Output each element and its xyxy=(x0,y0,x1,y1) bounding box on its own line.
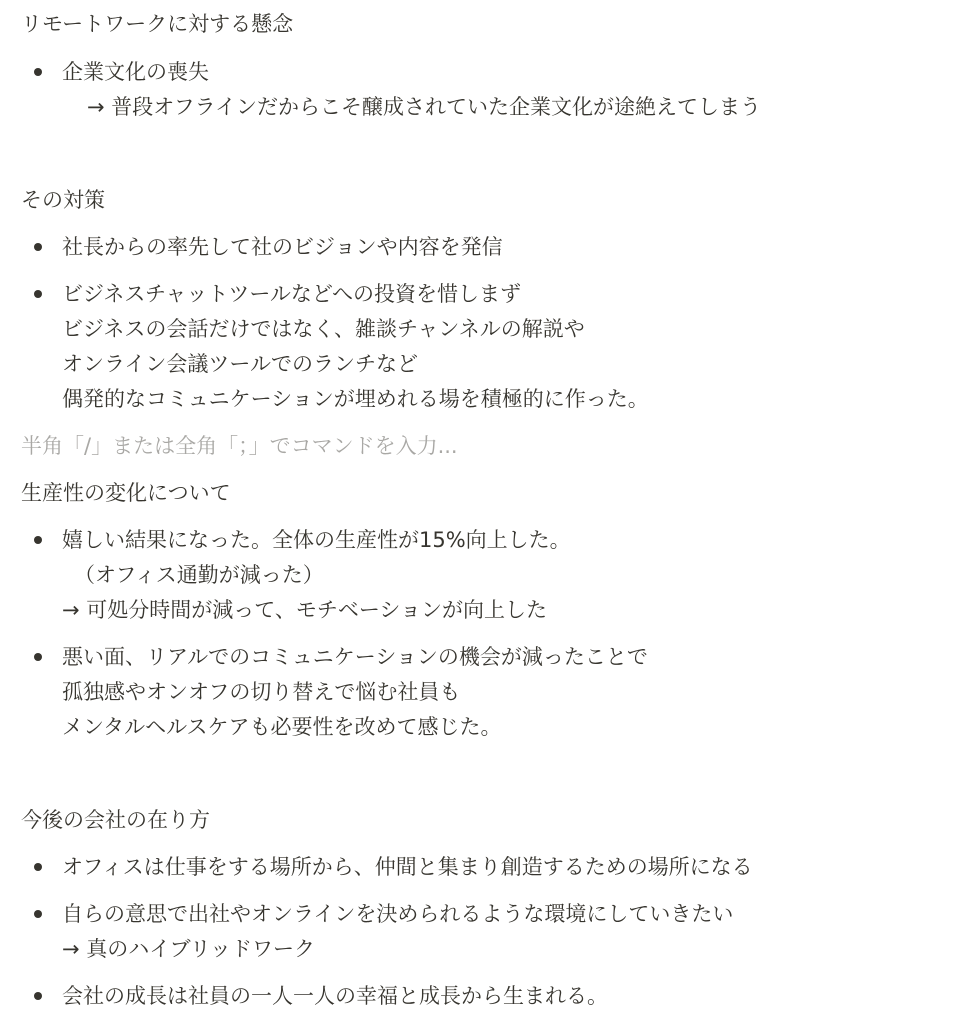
list-item-text: 自らの意思で出社やオンラインを決められるような環境にしていきたい xyxy=(62,902,734,926)
bullet-dot xyxy=(34,536,42,544)
list-item-text: オンライン会議ツールでのランチなど xyxy=(62,352,418,376)
bullet-dot xyxy=(34,910,42,918)
list-item-text: 孤独感やオンオフの切り替えで悩む社員も xyxy=(62,680,461,704)
list-item-text: → 可処分時間が減って、モチベーションが向上した xyxy=(62,598,548,622)
list-item-text: → 普段オフラインだからこそ醸成されていた企業文化が途絶えてしまう xyxy=(66,95,762,119)
section-heading-concerns[interactable]: リモートワークに対する懸念 xyxy=(21,12,294,36)
bullet-dot xyxy=(34,863,42,871)
list-item-text: 嬉しい結果になった。全体の生産性が15%向上した。 xyxy=(62,528,571,552)
section-heading-productivity[interactable]: 生産性の変化について xyxy=(21,481,231,505)
list-item-text: （オフィス通勤が減った） xyxy=(74,563,324,587)
list-item-text: ビジネスの会話だけではなく、雑談チャンネルの解説や xyxy=(62,317,585,341)
list-item-text: メンタルヘルスケアも必要性を改めて感じた。 xyxy=(62,715,502,739)
bullet-dot xyxy=(34,992,42,1000)
empty-block-placeholder[interactable]: 半角「/」または全角「；」でコマンドを入力... xyxy=(21,434,458,458)
list-item-text: → 真のハイブリッドワーク xyxy=(62,937,315,961)
bullet-dot xyxy=(34,68,42,76)
section-heading-countermeasures[interactable]: その対策 xyxy=(21,188,105,212)
list-item-text: 企業文化の喪失 xyxy=(62,60,209,84)
list-item-text: ビジネスチャットツールなどへの投資を惜しまず xyxy=(62,282,522,306)
list-item-text: オフィスは仕事をする場所から、仲間と集まり創造するための場所になる xyxy=(62,855,753,879)
list-item-text: 偶発的なコミュニケーションが埋めれる場を積極的に作った。 xyxy=(62,387,649,411)
section-heading-future[interactable]: 今後の会社の在り方 xyxy=(21,808,210,832)
bullet-dot xyxy=(34,653,42,661)
bullet-dot xyxy=(34,290,42,298)
list-item-text: 悪い面、リアルでのコミュニケーションの機会が減ったことで xyxy=(62,645,648,669)
bullet-dot xyxy=(34,243,42,251)
list-item-text: 会社の成長は社員の一人一人の幸福と成長から生まれる。 xyxy=(62,984,608,1008)
list-item-text: 社長からの率先して社のビジョンや内容を発信 xyxy=(62,235,503,259)
